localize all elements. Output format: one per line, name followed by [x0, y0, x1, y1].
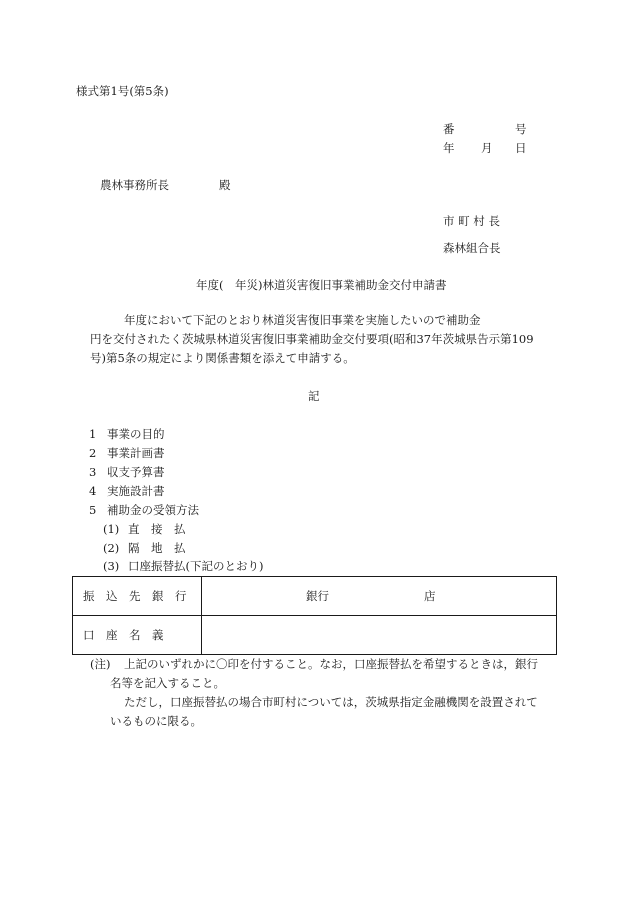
sender-forest-union: 森林組合長	[443, 241, 501, 255]
body-line-3: 号)第5条の規定により関係書類を添えて申請する。	[90, 351, 355, 365]
account-label: 口 座 名 義	[83, 628, 164, 642]
account-value-cell[interactable]	[202, 616, 557, 655]
note-line-4: いるものに限る。	[110, 714, 202, 728]
addressee-office: 農林事務所長	[100, 178, 169, 192]
bank-label-cell	[73, 577, 202, 616]
bank-value-cell[interactable]	[202, 577, 557, 616]
list-item-num: 4	[89, 484, 97, 498]
sub-item: 直 接 払	[128, 522, 186, 536]
ref-number-label: 番	[443, 122, 455, 136]
sender-mayor: 市 町 村 長	[443, 214, 500, 228]
date-year: 年	[443, 141, 455, 155]
table-row	[73, 577, 557, 616]
date-day: 日	[515, 141, 527, 155]
body-line-1: 年度において下記のとおり林道災害復旧事業を実施したいので補助金	[124, 313, 481, 327]
addressee-honorific: 殿	[219, 178, 231, 192]
ref-number-suffix: 号	[515, 122, 527, 136]
date-month: 月	[481, 141, 493, 155]
sub-item-num: (1)	[103, 522, 120, 536]
list-item: 補助金の受領方法	[107, 503, 199, 517]
note-line-1: 上記のいずれかに〇印を付すること。なお，口座振替払を希望するときは，銀行	[124, 657, 538, 671]
bank-word: 銀行	[306, 589, 329, 603]
note-marker: (注)	[90, 657, 111, 671]
ki-heading: 記	[308, 389, 320, 403]
document-title: 年度( 年災)林道災害復旧事業補助金交付申請書	[196, 278, 447, 292]
sub-item: 隔 地 払	[128, 541, 186, 555]
list-item-num: 1	[89, 427, 97, 441]
sub-item: 口座振替払(下記のとおり)	[128, 559, 264, 573]
bank-info-table	[72, 576, 557, 655]
list-item: 実施設計書	[107, 484, 165, 498]
list-item-num: 5	[89, 503, 97, 517]
branch-word: 店	[424, 589, 436, 603]
note-line-2: 名等を記入すること。	[110, 676, 225, 690]
form-number: 様式第1号(第5条)	[76, 84, 169, 98]
sub-item-num: (2)	[103, 541, 120, 555]
body-line-2: 円を交付されたく茨城県林道災害復旧事業補助金交付要項(昭和37年茨城県告示第109	[90, 332, 534, 346]
table-row	[73, 616, 557, 655]
bank-label: 振 込 先 銀 行	[83, 589, 187, 603]
list-item-num: 3	[89, 465, 97, 479]
list-item: 収支予算書	[107, 465, 165, 479]
account-label-cell	[73, 616, 202, 655]
note-line-3: ただし，口座振替払の場合市町村については，茨城県指定金融機関を設置されて	[124, 695, 538, 709]
sub-item-num: (3)	[103, 559, 120, 573]
list-item-num: 2	[89, 446, 97, 460]
list-item: 事業計画書	[107, 446, 165, 460]
list-item: 事業の目的	[107, 427, 165, 441]
